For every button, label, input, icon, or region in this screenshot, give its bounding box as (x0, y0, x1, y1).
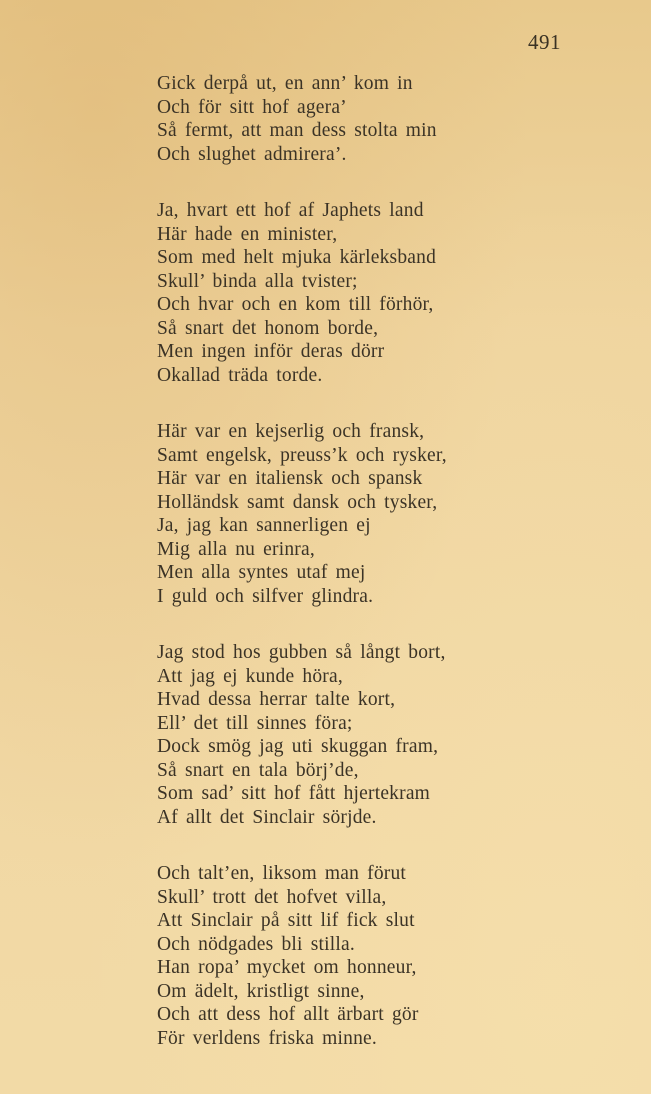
verse-line: Skull’ trott det hofvet villa, (157, 886, 387, 908)
verse-line: Ell’ det till sinnes föra; (157, 712, 353, 734)
verse-line: Som med helt mjuka kärleksband (157, 247, 437, 268)
stanza-3 (157, 420, 597, 608)
verse-line: Och att dess hof allt ärbart gör (157, 1004, 419, 1025)
verse-line: Att jag ej kunde höra, (157, 665, 343, 687)
verse-line: Och för sitt hof agera’ (157, 96, 347, 118)
stanza-4 (157, 641, 597, 829)
verse-line: Här hade en minister, (157, 223, 338, 245)
verse-line: Om ädelt, kristligt sinne, (157, 980, 365, 1002)
verse-line: Som sad’ sitt hof fått hjertekram (157, 783, 431, 804)
page-number: 491 (528, 30, 561, 54)
verse-line: Och nödgades bli stilla. (157, 933, 355, 955)
verse-line: Skull’ binda alla tvister; (157, 270, 358, 292)
verse-line: Så snart en tala börj’de, (157, 759, 359, 781)
verse-line: Och slughet admirera’. (157, 143, 347, 165)
verse-line: För verldens friska minne. (157, 1027, 377, 1049)
verse-line: Samt engelsk, preuss’k och rysker, (157, 444, 447, 466)
verse-line: Ja, hvart ett hof af Japhets land (157, 200, 424, 221)
verse-line: Här var en kejserlig och fransk, (157, 421, 425, 442)
verse-line: I guld och silfver glindra. (157, 585, 374, 607)
verse-line: Jag stod hos gubben så långt bort, (157, 642, 446, 663)
verse-line: Gick derpå ut, en ann’ kom in (157, 73, 413, 94)
poem (157, 72, 597, 1083)
verse-line: Och hvar och en kom till förhör, (157, 294, 434, 315)
stanza-5 (157, 862, 597, 1050)
verse-line: Mig alla nu erinra, (157, 538, 315, 560)
verse-line: Här var en italiensk och spansk (157, 468, 423, 489)
stanza-1 (157, 72, 597, 166)
verse-line: Men alla syntes utaf mej (157, 562, 366, 583)
verse-line: Ja, jag kan sannerligen ej (157, 515, 371, 536)
verse-line: Dock smög jag uti skuggan fram, (157, 736, 439, 757)
verse-line: Men ingen inför deras dörr (157, 341, 385, 362)
verse-line: Af allt det Sinclair sörjde. (157, 806, 377, 828)
verse-line: Holländsk samt dansk och tysker, (157, 491, 438, 513)
verse-line: Och talt’en, liksom man förut (157, 863, 407, 884)
verse-line: Så snart det honom borde, (157, 317, 379, 339)
stanza-2 (157, 199, 597, 387)
verse-line: Han ropa’ mycket om honneur, (157, 957, 417, 978)
verse-line: Hvad dessa herrar talte kort, (157, 689, 396, 710)
verse-line: Att Sinclair på sitt lif fick slut (157, 910, 415, 931)
verse-line: Så fermt, att man dess stolta min (157, 120, 437, 141)
verse-line: Okallad träda torde. (157, 364, 323, 386)
